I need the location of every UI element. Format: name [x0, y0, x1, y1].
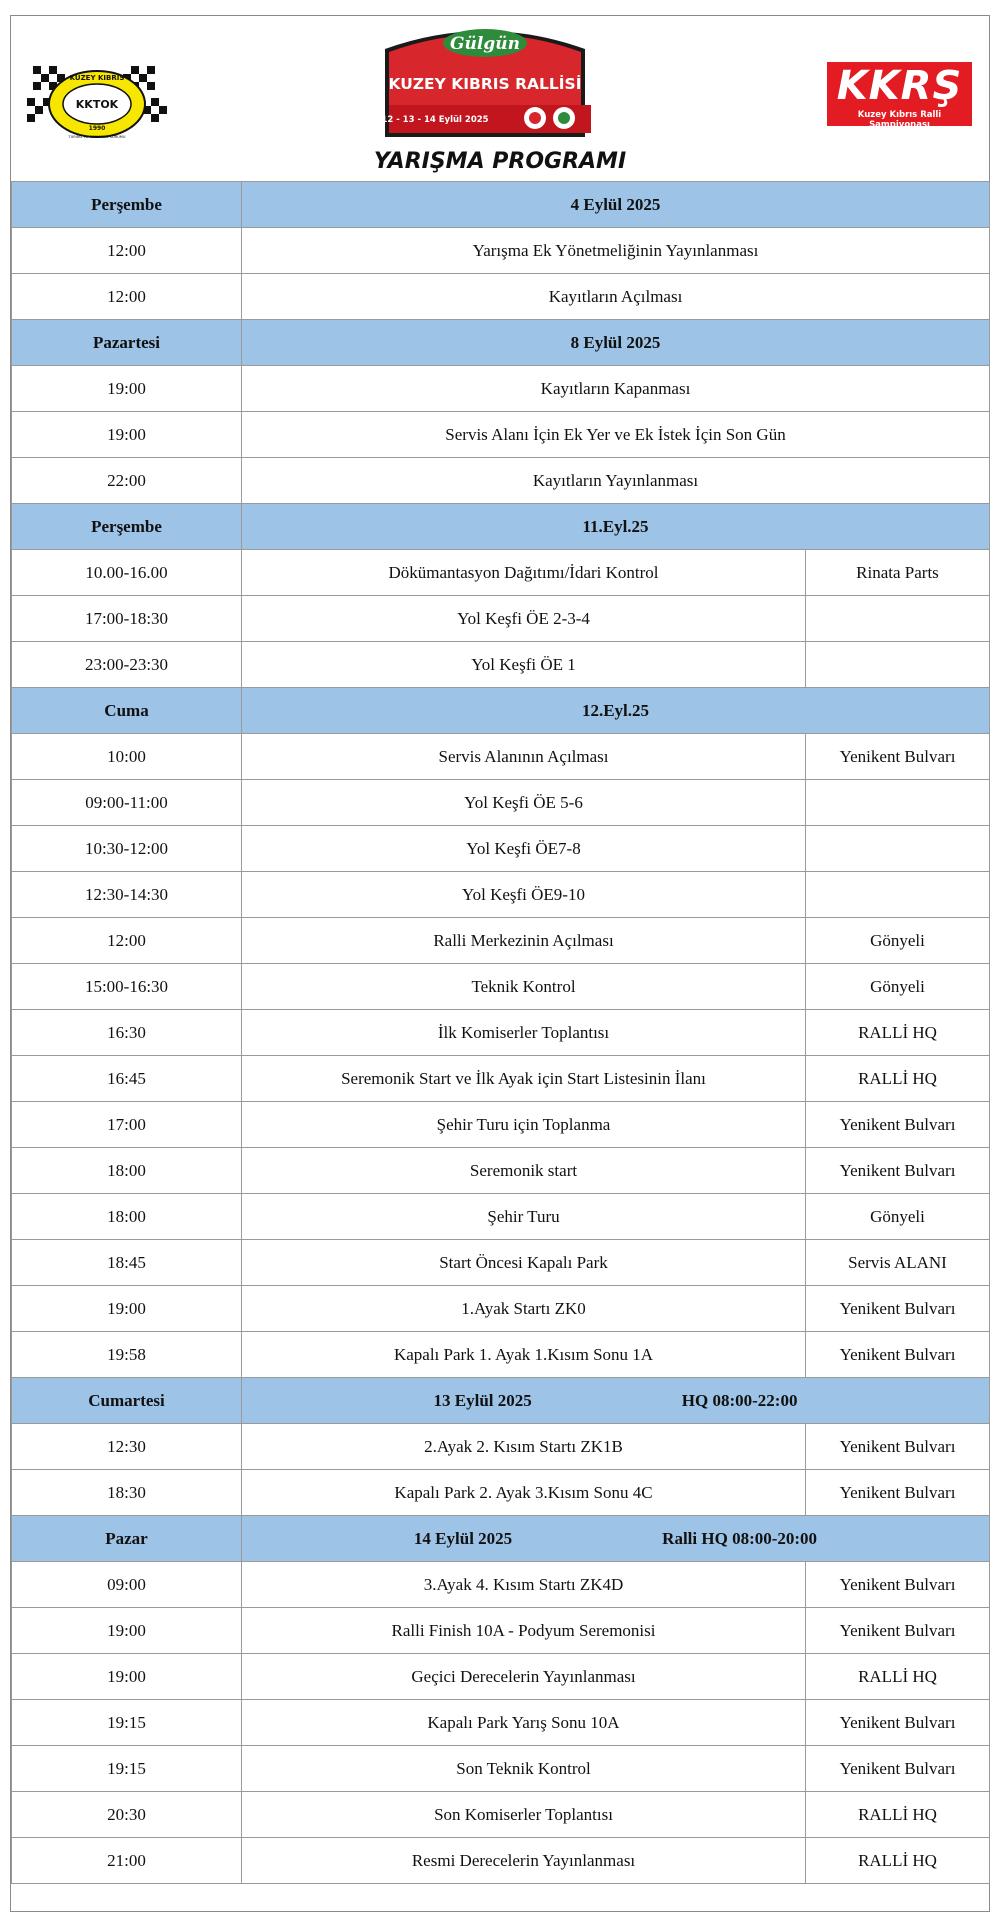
event-description: Servis Alanının Açılması — [242, 734, 806, 780]
event-location: Yenikent Bulvarı — [806, 734, 990, 780]
event-time: 18:30 — [12, 1470, 242, 1516]
day-date: 12.Eyl.25 — [242, 688, 990, 734]
event-location: Gönyeli — [806, 918, 990, 964]
event-description: Start Öncesi Kapalı Park — [242, 1240, 806, 1286]
document-page — [10, 15, 990, 1912]
day-date: 14 Eylül 2025 — [413, 1528, 513, 1548]
event-location: Yenikent Bulvarı — [806, 1424, 990, 1470]
day-name: Cumartesi — [12, 1378, 242, 1424]
event-description: 3.Ayak 4. Kısım Startı ZK4D — [242, 1562, 806, 1608]
schedule-row — [12, 1700, 990, 1746]
schedule-row — [12, 1792, 990, 1838]
day-date: 8 Eylül 2025 — [242, 320, 990, 366]
day-date: 4 Eylül 2025 — [242, 182, 990, 228]
event-time: 19:15 — [12, 1746, 242, 1792]
event-time: 19:00 — [12, 366, 242, 412]
event-time: 22:00 — [12, 458, 242, 504]
event-time: 10:00 — [12, 734, 242, 780]
event-time: 18:00 — [12, 1148, 242, 1194]
event-description: Seremonik start — [242, 1148, 806, 1194]
event-location — [806, 596, 990, 642]
rally-brand: Gülgün — [450, 34, 520, 54]
event-description: Kayıtların Yayınlanması — [242, 458, 990, 504]
schedule-row — [12, 964, 990, 1010]
event-time: 20:30 — [12, 1792, 242, 1838]
day-date: 13 Eylül 2025 — [433, 1390, 532, 1410]
event-location: Yenikent Bulvarı — [806, 1700, 990, 1746]
kktok-logo — [27, 58, 167, 148]
event-description: Yol Keşfi ÖE7-8 — [242, 826, 806, 872]
event-time: 16:45 — [12, 1056, 242, 1102]
kktok-line3: 1990 — [88, 125, 106, 132]
event-location: Yenikent Bulvarı — [806, 1470, 990, 1516]
hq-hours: Ralli HQ 08:00-20:00 — [662, 1528, 818, 1548]
event-location: Yenikent Bulvarı — [806, 1286, 990, 1332]
kktok-line2: KKTOK — [75, 98, 119, 111]
event-time: 15:00-16:30 — [12, 964, 242, 1010]
event-time: 19:15 — [12, 1700, 242, 1746]
event-location: Gönyeli — [806, 1194, 990, 1240]
event-description: Servis Alanı İçin Ek Yer ve Ek İstek İçin Son Gün — [242, 412, 990, 458]
event-time: 19:00 — [12, 1654, 242, 1700]
event-location: RALLİ HQ — [806, 1056, 990, 1102]
event-description: Kapalı Park 1. Ayak 1.Kısım Sonu 1A — [242, 1332, 806, 1378]
event-time: 18:00 — [12, 1194, 242, 1240]
event-time: 19:00 — [12, 1608, 242, 1654]
event-location — [806, 780, 990, 826]
day-name: Perşembe — [12, 182, 242, 228]
event-location: RALLİ HQ — [806, 1792, 990, 1838]
day-name: Cuma — [12, 688, 242, 734]
day-name: Perşembe — [12, 504, 242, 550]
day-date-cell — [242, 1516, 990, 1562]
event-time: 12:30-14:30 — [12, 872, 242, 918]
event-description: Resmi Derecelerin Yayınlanması — [242, 1838, 806, 1884]
rally-dates: 12 - 13 - 14 Eylül 2025 — [381, 115, 489, 125]
event-time: 12:30 — [12, 1424, 242, 1470]
schedule-row — [12, 1056, 990, 1102]
event-location: RALLİ HQ — [806, 1654, 990, 1700]
event-description: 1.Ayak Startı ZK0 — [242, 1286, 806, 1332]
schedule-row — [12, 1838, 990, 1884]
schedule-row — [12, 412, 990, 458]
schedule-row — [12, 228, 990, 274]
rally-logo — [379, 21, 591, 141]
event-description: Yol Keşfi ÖE 5-6 — [242, 780, 806, 826]
event-time: 10.00-16.00 — [12, 550, 242, 596]
day-header-row — [12, 1516, 990, 1562]
event-description: Yol Keşfi ÖE 2-3-4 — [242, 596, 806, 642]
event-description: Yarışma Ek Yönetmeliğinin Yayınlanması — [242, 228, 990, 274]
event-location: RALLİ HQ — [806, 1010, 990, 1056]
event-location: Servis ALANI — [806, 1240, 990, 1286]
kkrs-logo-text: KKRŞ — [836, 63, 963, 109]
event-time: 16:30 — [12, 1010, 242, 1056]
day-header-row — [12, 1378, 990, 1424]
schedule-row — [12, 1010, 990, 1056]
event-description: Ralli Merkezinin Açılması — [242, 918, 806, 964]
event-time: 12:00 — [12, 274, 242, 320]
event-description: Dökümantasyon Dağıtımı/İdari Kontrol — [242, 550, 806, 596]
schedule-row — [12, 642, 990, 688]
schedule-row — [12, 1102, 990, 1148]
event-location — [806, 872, 990, 918]
event-description: Şehir Turu — [242, 1194, 806, 1240]
schedule-row — [12, 1470, 990, 1516]
event-description: Son Teknik Kontrol — [242, 1746, 806, 1792]
event-description: Kayıtların Açılması — [242, 274, 990, 320]
day-header-row — [12, 504, 990, 550]
event-description: 2.Ayak 2. Kısım Startı ZK1B — [242, 1424, 806, 1470]
event-time: 17:00 — [12, 1102, 242, 1148]
schedule-row — [12, 918, 990, 964]
event-location — [806, 826, 990, 872]
header — [11, 16, 989, 181]
kktok-line1: KUZEY KIBRIS — [69, 74, 125, 82]
event-time: 21:00 — [12, 1838, 242, 1884]
event-description: Yol Keşfi ÖE9-10 — [242, 872, 806, 918]
day-date-split — [242, 1529, 989, 1549]
event-location: Yenikent Bulvarı — [806, 1102, 990, 1148]
day-header-row — [12, 688, 990, 734]
kkrs-logo — [827, 62, 972, 130]
day-date-split — [242, 1391, 989, 1411]
event-location: Yenikent Bulvarı — [806, 1608, 990, 1654]
event-location: Yenikent Bulvarı — [806, 1562, 990, 1608]
schedule-row — [12, 1286, 990, 1332]
schedule-row — [12, 826, 990, 872]
schedule-row — [12, 1194, 990, 1240]
event-time: 17:00-18:30 — [12, 596, 242, 642]
event-time: 10:30-12:00 — [12, 826, 242, 872]
schedule-row — [12, 1746, 990, 1792]
event-location: Yenikent Bulvarı — [806, 1332, 990, 1378]
day-header-row — [12, 320, 990, 366]
kktok-line4: TURİNG VE OTOMOBİL KURUMU — [68, 135, 126, 139]
day-date: 11.Eyl.25 — [242, 504, 990, 550]
event-time: 19:00 — [12, 412, 242, 458]
event-description: Kapalı Park Yarış Sonu 10A — [242, 1700, 806, 1746]
event-time: 09:00-11:00 — [12, 780, 242, 826]
schedule-table — [11, 181, 990, 1884]
event-location — [806, 642, 990, 688]
page-title: YARIŞMA PROGRAMI — [373, 149, 627, 174]
event-description: Geçici Derecelerin Yayınlanması — [242, 1654, 806, 1700]
schedule-row — [12, 1148, 990, 1194]
event-time: 12:00 — [12, 228, 242, 274]
schedule-row — [12, 872, 990, 918]
schedule-row — [12, 274, 990, 320]
day-name: Pazar — [12, 1516, 242, 1562]
kkrs-logo-subtitle: Kuzey Kıbrıs Ralli Şampiyonası — [857, 110, 942, 130]
event-time: 12:00 — [12, 918, 242, 964]
event-description: Şehir Turu için Toplanma — [242, 1102, 806, 1148]
event-time: 19:58 — [12, 1332, 242, 1378]
event-time: 09:00 — [12, 1562, 242, 1608]
day-date-cell — [242, 1378, 990, 1424]
rally-title: KUZEY KIBRIS RALLİSİ — [388, 75, 582, 93]
event-description: Ralli Finish 10A - Podyum Seremonisi — [242, 1608, 806, 1654]
event-location: Yenikent Bulvarı — [806, 1746, 990, 1792]
event-location: Gönyeli — [806, 964, 990, 1010]
schedule-row — [12, 734, 990, 780]
event-description: Yol Keşfi ÖE 1 — [242, 642, 806, 688]
schedule-row — [12, 1562, 990, 1608]
event-description: Kayıtların Kapanması — [242, 366, 990, 412]
schedule-row — [12, 1424, 990, 1470]
event-time: 18:45 — [12, 1240, 242, 1286]
schedule-row — [12, 458, 990, 504]
schedule-row — [12, 596, 990, 642]
schedule-row — [12, 1240, 990, 1286]
schedule-row — [12, 1654, 990, 1700]
event-description: Teknik Kontrol — [242, 964, 806, 1010]
schedule-row — [12, 1608, 990, 1654]
schedule-row — [12, 366, 990, 412]
event-description: Seremonik Start ve İlk Ayak için Start Listesinin İlanı — [242, 1056, 806, 1102]
schedule-row — [12, 780, 990, 826]
day-header-row — [12, 182, 990, 228]
event-location: RALLİ HQ — [806, 1838, 990, 1884]
schedule-row — [12, 550, 990, 596]
event-time: 23:00-23:30 — [12, 642, 242, 688]
hq-hours: HQ 08:00-22:00 — [681, 1390, 798, 1410]
event-description: Son Komiserler Toplantısı — [242, 1792, 806, 1838]
day-name: Pazartesi — [12, 320, 242, 366]
event-description: Kapalı Park 2. Ayak 3.Kısım Sonu 4C — [242, 1470, 806, 1516]
event-location: Rinata Parts — [806, 550, 990, 596]
event-description: İlk Komiserler Toplantısı — [242, 1010, 806, 1056]
schedule-row — [12, 1332, 990, 1378]
event-time: 19:00 — [12, 1286, 242, 1332]
event-location: Yenikent Bulvarı — [806, 1148, 990, 1194]
